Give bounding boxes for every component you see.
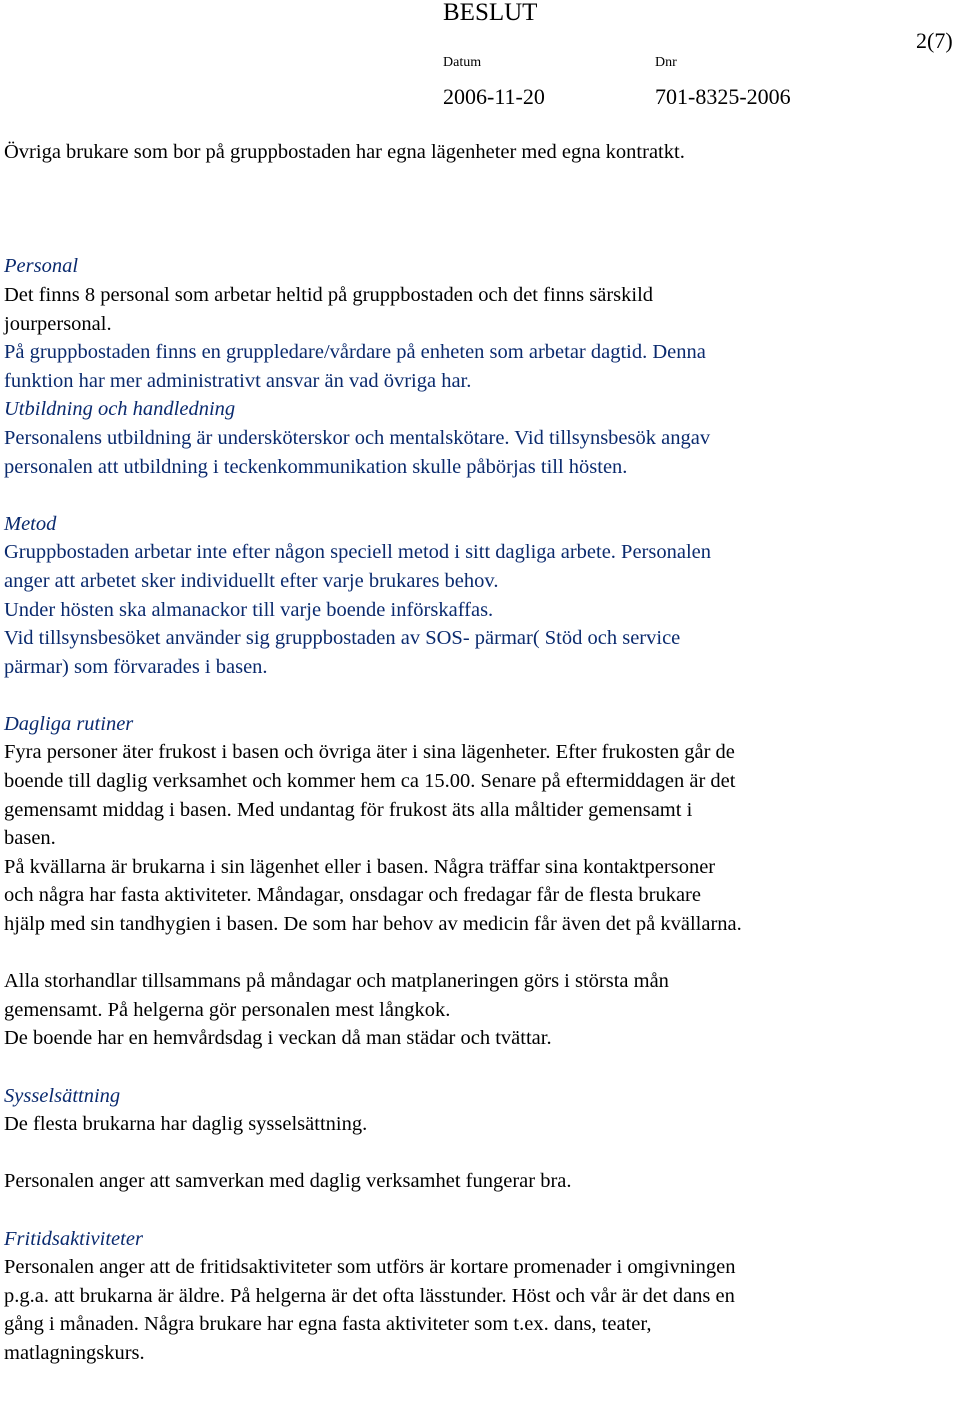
section-heading-metod: Metod bbox=[4, 512, 57, 535]
body-line: matlagningskurs. bbox=[4, 1341, 145, 1364]
body-line: personalen att utbildning i teckenkommunikation skulle påbörjas till hösten. bbox=[4, 455, 628, 478]
body-line: jourpersonal. bbox=[4, 312, 112, 335]
body-line: Fyra personer äter frukost i basen och övriga äter i sina lägenheter. Efter frukosten går de bbox=[4, 741, 735, 764]
body-line: basen. bbox=[4, 827, 56, 850]
section-heading-personal: Personal bbox=[4, 255, 79, 278]
body-line: De flesta brukarna har daglig sysselsättning. bbox=[4, 1113, 368, 1136]
body-line: funktion har mer administrativt ansvar än vad övriga har. bbox=[4, 369, 472, 392]
section-heading-utbildning: Utbildning och handledning bbox=[4, 398, 236, 421]
document-body bbox=[4, 138, 944, 1368]
intro-paragraph: Övriga brukare som bor på gruppbostaden har egna lägenheter med egna kontratkt. bbox=[4, 141, 685, 163]
body-line: hjälp med sin tandhygien i basen. De som har behov av medicin får även det på kvällarna. bbox=[4, 913, 742, 936]
section-heading-sysselsattning: Sysselsättning bbox=[4, 1084, 121, 1107]
body-line: p.g.a. att brukarna är äldre. På helgerna är det ofta lässtunder. Höst och vår är det dans en bbox=[4, 1284, 735, 1307]
body-line: På kvällarna är brukarna i sin lägenhet eller i basen. Några träffar sina kontaktpersoner bbox=[4, 855, 716, 878]
body-line: boende till daglig verksamhet och kommer hem ca 15.00. Senare på eftermiddagen är det bbox=[4, 770, 736, 793]
body-line: De boende har en hemvårdsdag i veckan då man städar och tvättar. bbox=[4, 1027, 552, 1050]
page-number: 2(7) bbox=[916, 28, 953, 53]
dnr-value: 701-8325-2006 bbox=[655, 84, 791, 109]
body-line: På gruppbostaden finns en gruppledare/vårdare på enheten som arbetar dagtid. Denna bbox=[4, 341, 706, 364]
body-line: gång i månaden. Några brukare har egna fasta aktiviteter som t.ex. dans, teater, bbox=[4, 1313, 652, 1336]
date-label: Datum bbox=[443, 55, 482, 70]
section-heading-dagliga-rutiner: Dagliga rutiner bbox=[4, 712, 134, 735]
body-line: Personalen anger att samverkan med daglig verksamhet fungerar bra. bbox=[4, 1170, 572, 1193]
body-line: Alla storhandlar tillsammans på måndagar och matplaneringen görs i största mån bbox=[4, 970, 669, 993]
section-heading-fritidsaktiviteter: Fritidsaktiviteter bbox=[4, 1227, 143, 1250]
body-line: gemensamt. På helgerna gör personalen mest långkok. bbox=[4, 998, 451, 1021]
body-line: pärmar) som förvarades i basen. bbox=[4, 655, 268, 678]
body-line: anger att arbetet sker individuellt efter varje brukares behov. bbox=[4, 569, 499, 592]
body-line: Personalens utbildning är undersköterskor och mentalskötare. Vid tillsynsbesök angav bbox=[4, 426, 711, 449]
body-line: Vid tillsynsbesöket använder sig gruppbostaden av SOS- pärmar( Stöd och service bbox=[4, 627, 681, 650]
body-line: Det finns 8 personal som arbetar heltid på gruppbostaden och det finns särskild bbox=[4, 283, 654, 306]
body-line: gemensamt middag i basen. Med undantag för frukost äts alla måltider gemensamt i bbox=[4, 798, 693, 821]
body-line: Personalen anger att de fritidsaktiviteter som utförs är kortare promenader i omgivningen bbox=[4, 1256, 736, 1279]
date-value: 2006-11-20 bbox=[443, 84, 545, 109]
body-line: Under hösten ska almanackor till varje boende införskaffas. bbox=[4, 598, 494, 621]
dnr-label: Dnr bbox=[655, 55, 677, 70]
body-line: och några har fasta aktiviteter. Måndagar, onsdagar och fredagar får de flesta brukare bbox=[4, 884, 701, 907]
body-line: Gruppbostaden arbetar inte efter någon speciell metod i sitt dagliga arbete. Personalen bbox=[4, 541, 711, 564]
document-type-title: BESLUT bbox=[443, 0, 538, 26]
